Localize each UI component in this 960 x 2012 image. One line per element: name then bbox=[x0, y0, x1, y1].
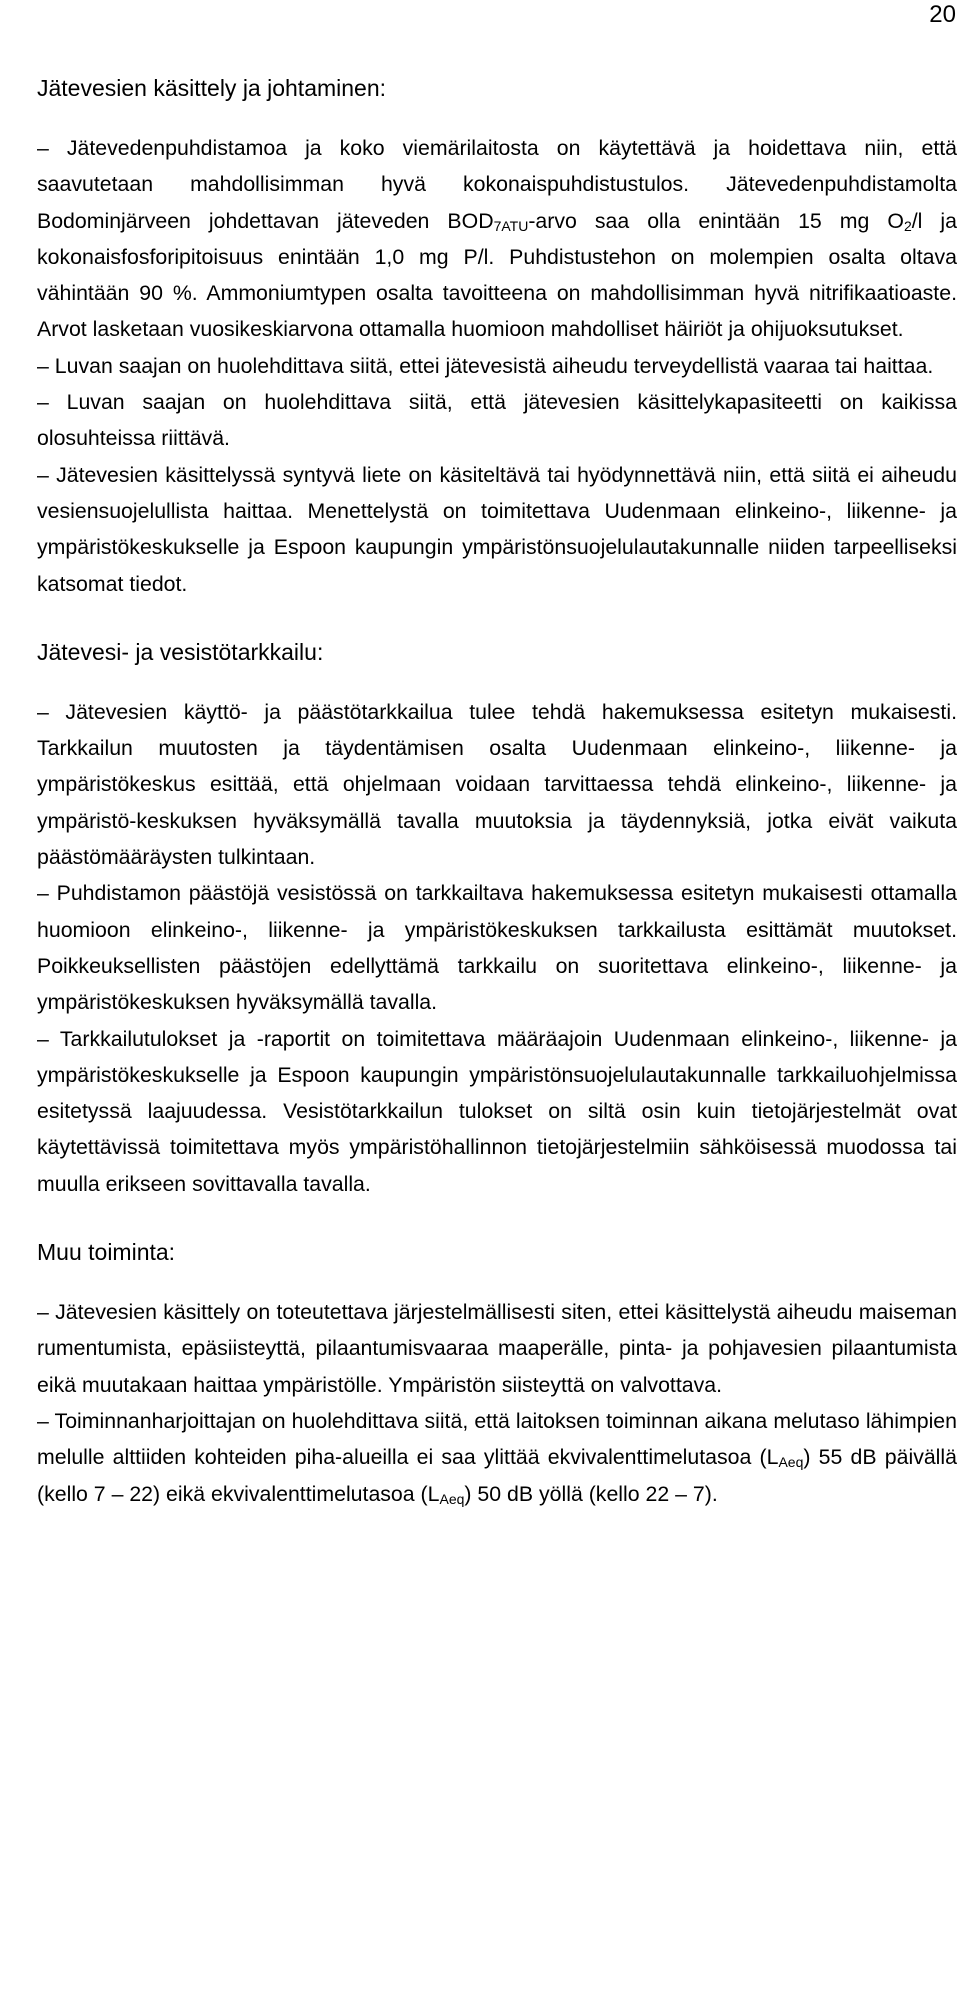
paragraph: – Jätevesien käsittelyssä syntyvä liete on käsiteltävä tai hyödynnettävä niin, että siitä ei aiheudu vesiensuojelullista haittaa. Menettelystä on toimitettava Uudenmaan elinkeino-, liikenne- ja ympäristökeskukselle ja Espoon kaupungin ympäristönsuojelulautakunnalle niiden tarpeelliseksi katsomat tiedot. bbox=[37, 462, 957, 596]
section-heading: Jätevesi- ja vesistötarkkailu: bbox=[37, 638, 324, 665]
aeq-subscript: Aeq bbox=[439, 1490, 465, 1507]
section-muu-toiminta bbox=[37, 1232, 957, 1512]
aeq-subscript: Aeq bbox=[778, 1454, 804, 1471]
paragraph: – Tarkkailutulokset ja -raportit on toimitettava määräajoin Uudenmaan elinkeino-, liikenne- ja ympäristökeskukselle ja Espoon kaupungin ympäristönsuojelulautakunnalle tarkkailuohjelmissa esitetyssä laajuudessa. Vesistötarkkailun tulokset on siltä osin kuin tietojärjestelmät ovat käytettävissä toimitettava myös ympäristöhallinnon tietojärjestelmiin sähköisessä muodossa tai muulla erikseen sovittavalla tavalla. bbox=[37, 1026, 957, 1196]
section-heading: Jätevesien käsittely ja johtaminen: bbox=[37, 75, 387, 101]
bod-subscript: 7ATU bbox=[493, 217, 529, 234]
paragraph-text: ) 55 dB päivällä (kello 7 – 22) eikä ekvivalenttimelutasoa (L bbox=[37, 1445, 957, 1506]
section-jatevesien-kasittely bbox=[37, 68, 957, 602]
section-jatevesi-ja-vesistotarkkailu bbox=[37, 632, 957, 1202]
paragraph-text: -arvo saa olla enintään 15 mg O bbox=[528, 208, 904, 233]
page-number: 20 bbox=[929, 1, 956, 28]
paragraph bbox=[37, 130, 957, 348]
paragraph-text: ) 50 dB yöllä (kello 22 – 7). bbox=[464, 1481, 718, 1506]
paragraph: – Puhdistamon päästöjä vesistössä on tarkkailtava hakemuksessa esitetyn mukaisesti ottamalla huomioon elinkeino-, liikenne- ja ympäristökeskuksen tarkkailusta esittämät muutokset. Poikkeuksellisten päästöjen edellyttämä tarkkailu on suoritettava elinkeino-, liikenne- ja ympäristökeskuksen hyväksymällä tavalla. bbox=[37, 881, 957, 1015]
paragraph: – Jätevesien käsittely on toteutettava järjestelmällisesti siten, ettei käsittelystä aiheudu maiseman rumentumista, epäsiisteyttä, pilaantumisvaaraa maaperälle, pinta- ja pohjavesien pilaantumista eikä muutakaan haittaa ympäristölle. Ympäristön siisteyttä on valvottava. bbox=[37, 1300, 957, 1397]
o2-subscript: 2 bbox=[903, 217, 912, 234]
document-body bbox=[37, 68, 957, 1542]
paragraph-text: – Jätevedenpuhdistamoa ja koko viemärilaitosta on käytettävä ja hoidettava niin, että saavutetaan mahdollisimman hyvä kokonaispuhdistustulos. Jätevedenpuhdistamolta Bodominjärveen johdettavan jäteveden bbox=[37, 136, 957, 233]
bod-label: BOD bbox=[447, 208, 494, 233]
paragraph bbox=[37, 1403, 957, 1512]
section-heading: Muu toiminta: bbox=[37, 1239, 176, 1266]
paragraph-text: /l ja kokonaisfosforipitoisuus enintään 1,0 mg P/l. Puhdistustehon on molempien osalta oltava vähintään 90 %. Ammoniumtypen osalta tavoitteena on mahdollisimman hyvä nitrifikaatioaste. Arvot lasketaan vuosikeskiarvona ottamalla huomioon mahdolliset häiriöt ja ohijuoksutukset. bbox=[37, 208, 957, 342]
paragraph: – Luvan saajan on huolehdittava siitä, että jätevesien käsittelykapasiteetti on kaikissa olosuhteissa riittävä. bbox=[37, 390, 957, 451]
paragraph-text: – Toiminnanharjoittajan on huolehdittava siitä, että laitoksen toiminnan aikana melutaso lähimpien melulle alttiiden kohteiden piha-alueilla ei saa ylittää ekvivalenttimelutasoa (L bbox=[37, 1408, 957, 1470]
paragraph: – Luvan saajan on huolehdittava siitä, ettei jätevesistä aiheudu terveydellistä vaaraa tai haittaa. bbox=[37, 353, 934, 378]
paragraph: – Jätevesien käyttö- ja päästötarkkailua tulee tehdä hakemuksessa esitetyn mukaisesti. Tarkkailun muutosten ja täydentämisen osalta Uudenmaan elinkeino-, liikenne- ja ympäristökeskus esittää, että ohjelmaan voidaan tarvittaessa tehdä elinkeino-, liikenne- ja ympäristö-keskuksen hyväksymällä tavalla muutoksia ja täydennyksiä, jotka eivät vaikuta päästömääräysten tulkintaan. bbox=[37, 699, 957, 870]
